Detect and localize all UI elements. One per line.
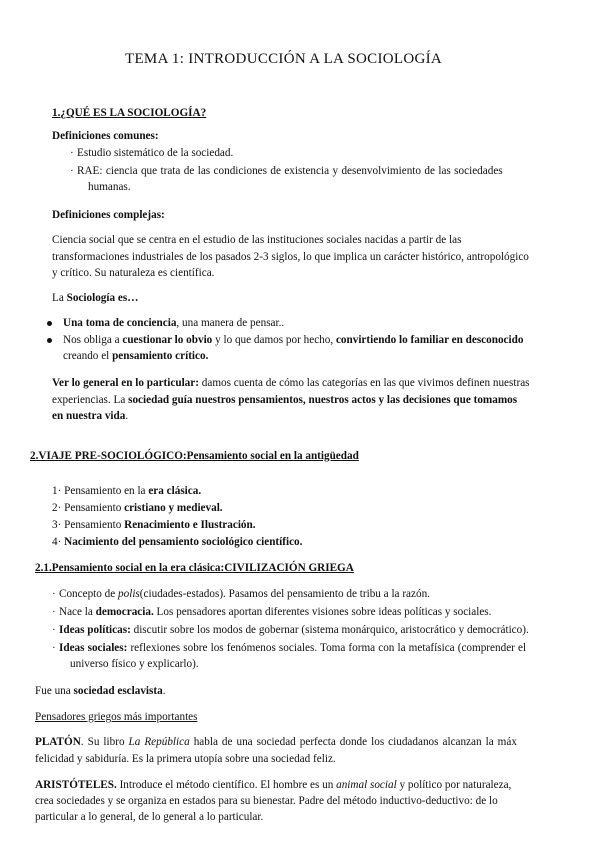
section-1-heading: 1.¿QUÉ ES LA SOCIOLOGÍA?	[52, 107, 207, 119]
page-title: TEMA 1: INTRODUCCIÓN A LA SOCIOLOGÍA	[125, 51, 443, 67]
list-item: RAE: ciencia que trata de las condiciones de existencia y desenvolvimiento de las sociedades	[77, 165, 503, 177]
list-item: 1· Pensamiento en la era clásica.	[52, 485, 202, 497]
bullet-marker: ·	[52, 624, 56, 636]
platon-line-2: felicidad y sabiduría. Es la primera utopía sobre una sociedad feliz.	[35, 753, 336, 765]
section-2-1-heading: 2.1.Pensamiento social en la era clásica:CIVILIZACIÓN GRIEGA	[35, 562, 354, 574]
list-item-democracia: Nace la democracia. Los pensadores aportan diferentes visiones sobre ideas políticas y sociales.	[59, 606, 492, 618]
definiciones-comunes-label: Definiciones comunes:	[52, 130, 159, 142]
ver-general-line-2: experiencias. La sociedad guía nuestros pensamientos, nuestros actos y las decisiones que tomamos	[52, 394, 518, 406]
bullet-item-conciencia: Una toma de conciencia, una manera de pensar..	[63, 317, 285, 329]
section-2-heading: 2.VIAJE PRE-SOCIOLÓGICO:Pensamiento social en la antigüedad	[30, 450, 359, 462]
esclavista-line: Fue una sociedad esclavista.	[35, 685, 166, 697]
bullet-marker: ·	[70, 147, 74, 159]
aristoteles-line-3: particular a lo general, de lo general a lo particular.	[35, 811, 264, 823]
pensadores-heading: Pensadores griegos más importantes	[35, 711, 198, 723]
paragraph-line: Ciencia social que se centra en el estudio de las instituciones sociales nacidas a partir de las	[52, 234, 462, 246]
list-item: 4· Nacimiento del pensamiento sociológico científico.	[52, 536, 303, 548]
list-item-ideas-politicas: Ideas políticas: discutir sobre los modos de gobernar (sistema monárquico, aristocrático y democrático).	[59, 624, 529, 636]
ver-general-line-3: en nuestra vida.	[52, 410, 129, 422]
bullet-item-obvio: Nos obliga a cuestionar lo obvio y lo que damos por hecho, convirtiendo lo familiar en desconocido	[63, 334, 524, 346]
list-item-ideas-sociales: Ideas sociales: reflexiones sobre los fenómenos sociales. Toma forma con la metafísica (comprender el	[59, 642, 527, 654]
bullet-marker: ·	[52, 642, 56, 654]
list-item-polis: Concepto de polis(ciudades-estados). Pasamos del pensamiento de tribu a la razón.	[59, 588, 430, 600]
aristoteles-line: ARISTÓTELES. Introduce el método científico. El hombre es un animal social y político por naturaleza,	[35, 779, 512, 791]
paragraph-line: y crítico. Su naturaleza es científica.	[52, 267, 215, 279]
list-item: 2· Pensamiento cristiano y medieval.	[52, 502, 223, 514]
list-item: 3· Pensamiento Renacimiento e Ilustración.	[52, 519, 256, 531]
list-item-continuation: humanas.	[88, 181, 131, 193]
bullet-marker: ·	[52, 588, 56, 600]
bullet-dot	[47, 338, 52, 343]
list-item: Estudio sistemático de la sociedad.	[77, 147, 234, 159]
definiciones-complejas-label: Definiciones complejas:	[52, 209, 165, 221]
list-item-ideas-sociales-continuation: universo físico y explicarlo).	[70, 658, 199, 670]
bullet-marker: ·	[70, 165, 74, 177]
bullet-marker: ·	[52, 606, 56, 618]
bullet-dot	[47, 321, 52, 326]
ver-general-line: Ver lo general en lo particular: damos cuenta de cómo las categorías en las que vivimos definen nuestras	[52, 377, 530, 389]
paragraph-line: transformaciones industriales de los pasados 2-3 siglos, lo que implica un carácter histórico, antropológico	[52, 251, 529, 263]
platon-line: PLATÓN. Su libro La República habla de una sociedad perfecta donde los ciudadanos alcanzan la máx	[35, 736, 517, 748]
sociologia-es-line: La Sociología es…	[52, 292, 139, 304]
aristoteles-line-2: crea sociedades y se organiza en estados para su bienestar. Padre del método inductivo-deductivo: de lo	[35, 795, 498, 807]
bullet-item-obvio-continuation: creando el pensamiento crítico.	[63, 350, 209, 362]
